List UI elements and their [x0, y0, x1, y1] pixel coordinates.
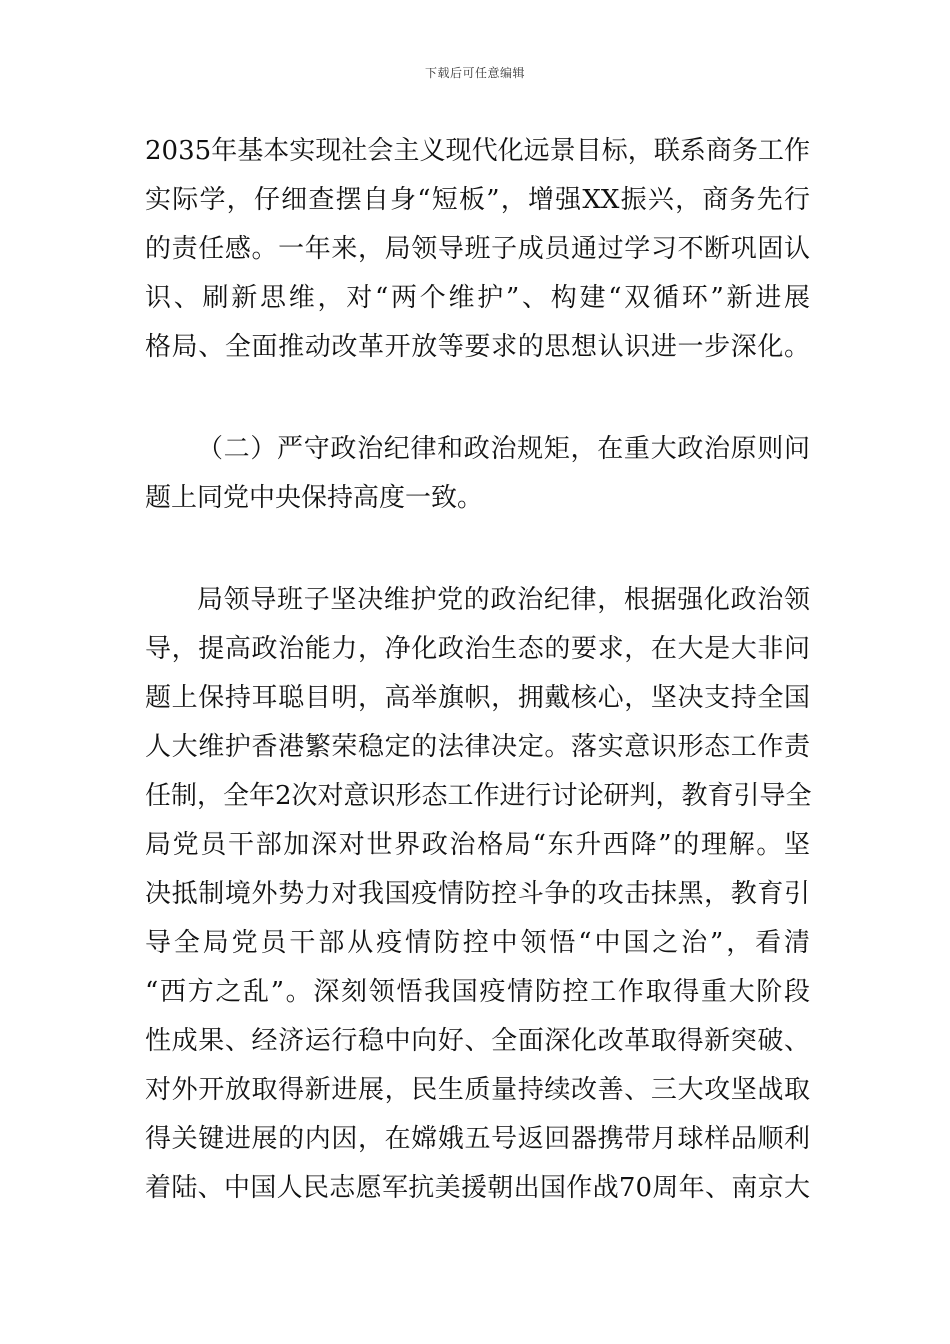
text-line: 决抵制境外势力对我国疫情防控斗争的攻击抹黑，教育引	[145, 879, 810, 909]
text-line: （二）严守政治纪律和政治规矩，在重大政治原则问	[197, 434, 810, 464]
text-line: 2035年基本实现社会主义现代化远景目标，联系商务工作	[145, 136, 810, 166]
text-line: 格局、全面推动改革开放等要求的思想认识进一步深化。	[145, 332, 810, 362]
text-line: 着陆、中国人民志愿军抗美援朝出国作战70周年、南京大	[145, 1173, 810, 1203]
paragraph-3	[145, 576, 810, 1213]
text-line: 局领导班子坚决维护党的政治纪律，根据强化政治领	[197, 585, 810, 615]
text-line: 性成果、经济运行稳中向好、全面深化改革取得新突破、	[145, 1026, 810, 1056]
text-line: 实际学，仔细查摆自身“短板”，增强XX振兴，商务先行	[145, 185, 810, 215]
page-header: 下载后可任意编辑	[424, 66, 525, 80]
text-line: 导全局党员干部从疫情防控中领悟“中国之治”，看清	[145, 928, 810, 958]
text-line: 得关键进展的内因，在嫦娥五号返回器携带月球样品顺利	[145, 1124, 810, 1154]
text-line: 的责任感。一年来，局领导班子成员通过学习不断巩固认	[145, 234, 810, 264]
text-line: 对外开放取得新进展，民生质量持续改善、三大攻坚战取	[145, 1075, 810, 1105]
text-line: 局党员干部加深对世界政治格局“东升西降”的理解。坚	[145, 830, 810, 860]
text-line: 识、刷新思维，对“两个维护”、构建“双循环”新进展	[145, 283, 810, 313]
text-line: 题上保持耳聪目明，高举旗帜，拥戴核心，坚决支持全国	[145, 683, 810, 713]
text-line: 任制，全年2次对意识形态工作进行讨论研判，教育引导全	[145, 781, 812, 811]
text-line: 题上同党中央保持高度一致。	[145, 483, 484, 513]
text-line: “西方之乱”。深刻领悟我国疫情防控工作取得重大阶段	[145, 977, 810, 1007]
paragraph-1	[145, 127, 810, 372]
text-line: 人大维护香港繁荣稳定的法律决定。落实意识形态工作责	[145, 732, 810, 762]
section-heading-2	[145, 425, 810, 523]
text-line: 导，提高政治能力，净化政治生态的要求，在大是大非问	[145, 634, 810, 664]
